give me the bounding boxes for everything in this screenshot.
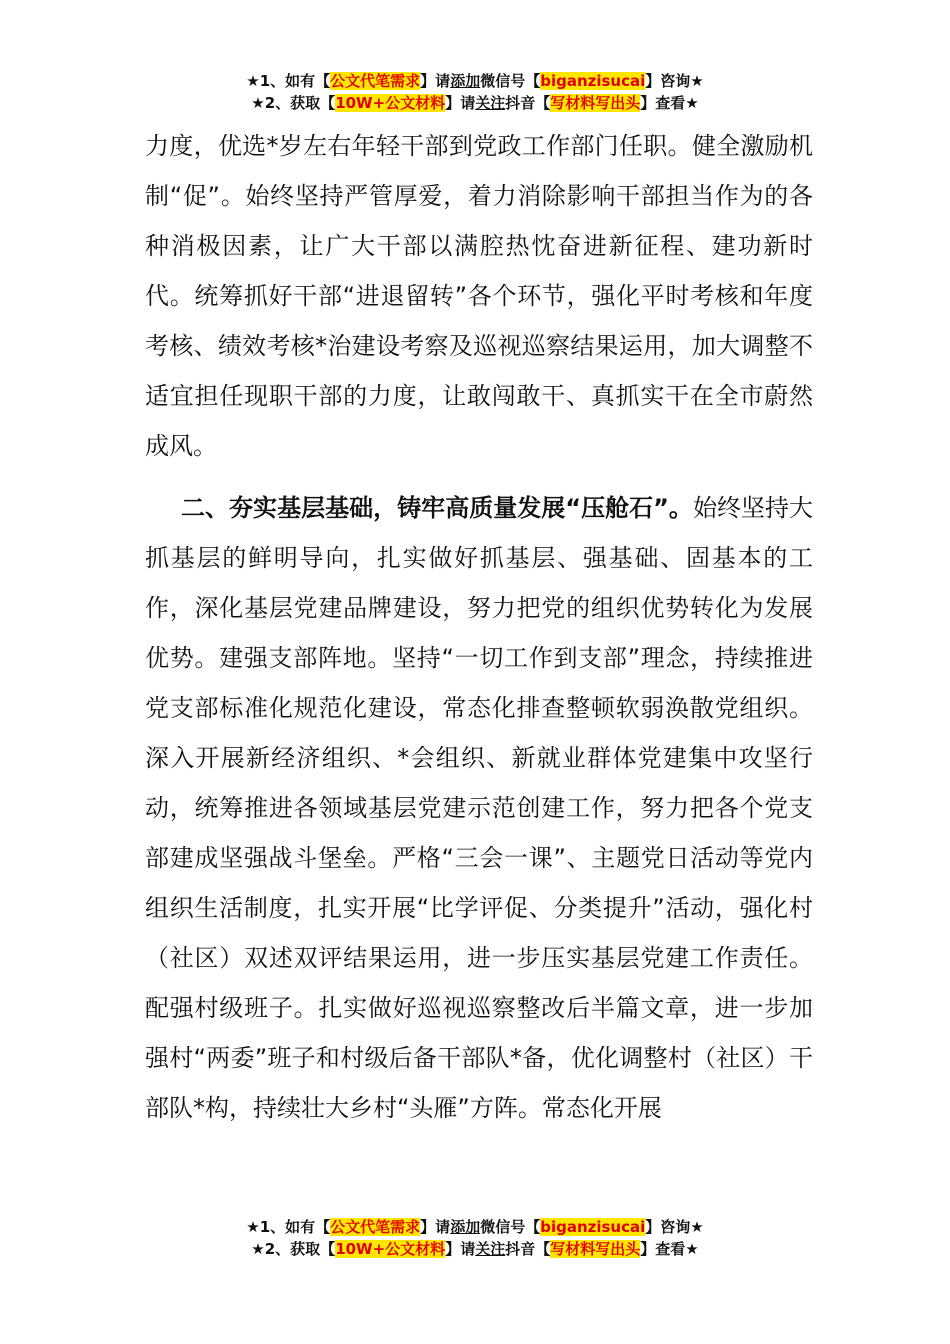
paragraph-2 <box>145 483 813 1133</box>
banner-text: 】请 <box>420 72 451 90</box>
header-banner <box>0 70 950 114</box>
banner-text: 微信号【 <box>480 72 541 90</box>
banner-underline: 添加 <box>450 1218 481 1236</box>
banner-text: ★2、获取【 <box>251 1240 336 1258</box>
banner-underline: 关注 <box>475 1240 506 1258</box>
banner-text: 】咨询★ <box>645 1218 704 1236</box>
banner-highlight: biganzisucai <box>540 1218 646 1236</box>
banner-text: 】查看★ <box>640 1240 699 1258</box>
banner-text: 抖音【 <box>505 94 551 112</box>
banner-text: 微信号【 <box>480 1218 541 1236</box>
banner-text: ★1、如有【 <box>246 1218 331 1236</box>
document-body <box>145 121 813 1133</box>
banner-text: 】咨询★ <box>645 72 704 90</box>
section-heading: 二、夯实基层基础，铸牢高质量发展“压舱石”。 <box>181 494 693 522</box>
paragraph-1: 力度，优选*岁左右年轻干部到党政工作部门任职。健全激励机制“促”。始终坚持严管厚爱，着力消除影响干部担当作为的各种消极因素，让广大干部以满腔热忱奋进新征程、建功新时代。统筹抓好干部“进退留转”各个环节，强化平时考核和年度考核、绩效考核*治建设考察及巡视巡察结果运用，加大调整不适宜担任现职干部的力度，让敢闯敢干、真抓实干在全市蔚然成风。 <box>145 132 813 460</box>
banner-text: ★1、如有【 <box>246 72 331 90</box>
banner-line-1 <box>0 70 950 92</box>
banner-highlight: 公文代笔需求 <box>330 1218 421 1236</box>
banner-highlight: 10W+公文材料 <box>335 94 446 112</box>
banner-text: ★2、获取【 <box>251 94 336 112</box>
banner-highlight: 写材料写出头 <box>550 1240 641 1258</box>
banner-line-2 <box>0 1238 950 1260</box>
banner-highlight: biganzisucai <box>540 72 646 90</box>
banner-highlight: 写材料写出头 <box>550 94 641 112</box>
banner-text: 】请 <box>445 94 476 112</box>
banner-highlight: 10W+公文材料 <box>335 1240 446 1258</box>
banner-text: 】请 <box>420 1218 451 1236</box>
banner-underline: 添加 <box>450 72 481 90</box>
footer-banner <box>0 1216 950 1260</box>
banner-underline: 关注 <box>475 94 506 112</box>
banner-text: 】请 <box>445 1240 476 1258</box>
banner-highlight: 公文代笔需求 <box>330 72 421 90</box>
banner-line-1 <box>0 1216 950 1238</box>
banner-text: 抖音【 <box>505 1240 551 1258</box>
paragraph-2-text: 始终坚持大抓基层的鲜明导向，扎实做好抓基层、强基础、固基本的工作，深化基层党建品牌建设，努力把党的组织优势转化为发展优势。建强支部阵地。坚持“一切工作到支部”理念，持续推进党支部标准化规范化建设，常态化排查整顿软弱涣散党组织。深入开展新经济组织、*会组织、新就业群体党建集中攻坚行动，统筹推进各领域基层党建示范创建工作，努力把各个党支部建成坚强战斗堡垒。严格“三会一课”、主题党日活动等党内组织生活制度，扎实开展“比学评促、分类提升”活动，强化村（社区）双述双评结果运用，进一步压实基层党建工作责任。配强村级班子。扎实做好巡视巡察整改后半篇文章，进一步加强村“两委”班子和村级后备干部队*备，优化调整村（社区）干部队*构，持续壮大乡村“头雁”方阵。常态化开展 <box>145 494 814 1122</box>
banner-line-2 <box>0 92 950 114</box>
banner-text: 】查看★ <box>640 94 699 112</box>
